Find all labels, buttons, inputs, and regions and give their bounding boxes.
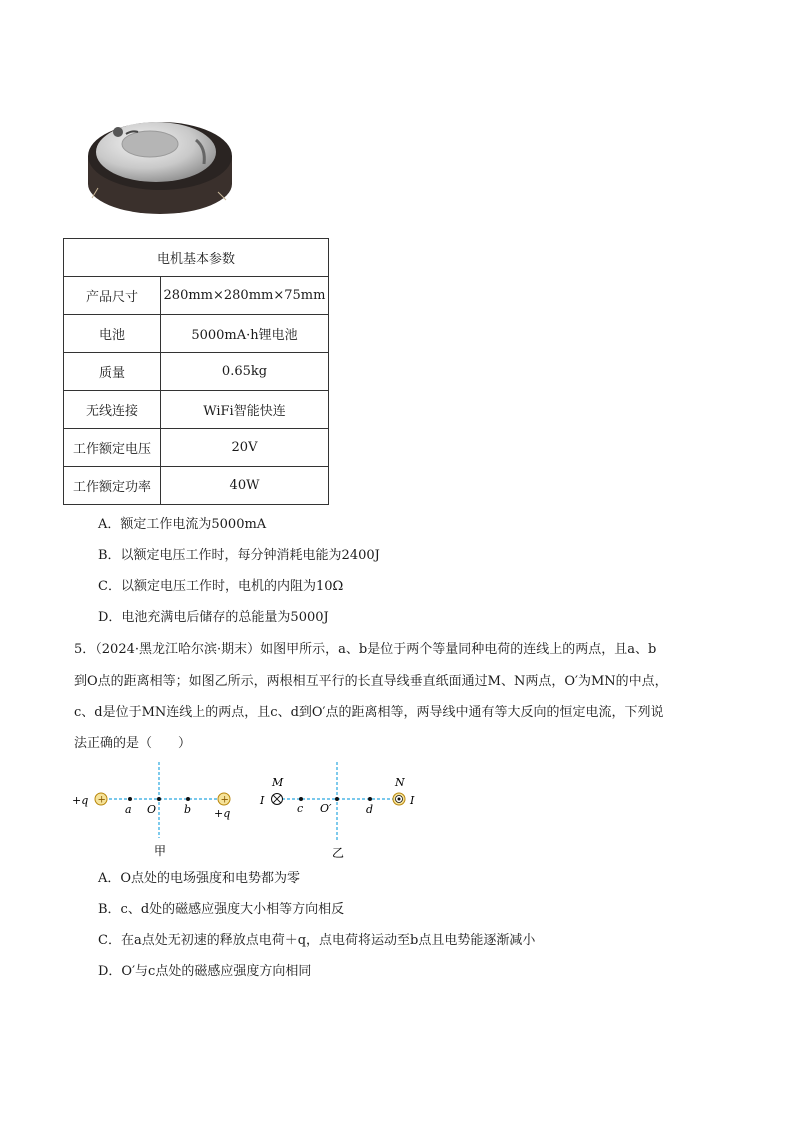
point-d-dot	[368, 797, 372, 801]
q5-stem-line-3: c、d是位于MN连线上的两点，且c、d到O′点的距离相等，两导线中通有等大反向的恒定电流，下列说	[74, 705, 664, 720]
point-a-dot	[128, 797, 132, 801]
figure-jia	[72, 762, 230, 858]
q4-option-b: B．以额定电压工作时，每分钟消耗电能为2400J	[98, 548, 380, 563]
table-row	[64, 429, 329, 467]
q4-option-c: C．以额定电压工作时，电机的内阻为10Ω	[98, 579, 344, 594]
q5-option-d: D．O′与c点处的磁感应强度方向相同	[98, 964, 312, 979]
table-cell-value: 5000mA·h锂电池	[161, 315, 329, 353]
table-row	[64, 353, 329, 391]
current-out-of-page-icon	[393, 793, 405, 805]
point-b-label: b	[184, 803, 192, 816]
figure-caption-jia: 甲	[154, 844, 167, 858]
q5-option-a: A．O点处的电场强度和电势都为零	[98, 871, 301, 886]
charge-left-label: +q	[72, 794, 89, 807]
table-cell-label: 工作额定电压	[64, 429, 161, 467]
q5-stem-line-4: 法正确的是（ ）	[74, 736, 192, 751]
table-cell-value: 40W	[161, 467, 329, 505]
current-into-page-icon	[272, 794, 283, 805]
table-row	[64, 277, 329, 315]
table-cell-value: 280mm×280mm×75mm	[161, 277, 329, 315]
point-b-dot	[186, 797, 190, 801]
point-c-dot	[299, 797, 303, 801]
q4-option-a: A．额定工作电流为5000mA	[98, 517, 267, 532]
table-cell-label: 工作额定功率	[64, 467, 161, 505]
table-title: 电机基本参数	[64, 239, 329, 277]
wire-n-label: N	[395, 776, 405, 789]
table-cell-value: 0.65kg	[161, 353, 329, 391]
q5-stem-line-1: 5．（2024·黑龙江哈尔滨·期末）如图甲所示，a、b是位于两个等量同种电荷的连线上的两点，且a、b	[74, 642, 657, 657]
table-cell-label: 电池	[64, 315, 161, 353]
q5-option-b: B．c、d处的磁感应强度大小相等方向相反	[98, 902, 345, 917]
point-a-label: a	[125, 803, 132, 816]
point-c-label: c	[297, 802, 304, 815]
figure-yi	[259, 762, 415, 860]
current-right-label: I	[410, 794, 415, 807]
table-cell-label: 质量	[64, 353, 161, 391]
point-o-prime-label: O′	[320, 802, 332, 815]
robot-vacuum-image	[78, 100, 238, 222]
point-o-prime-dot	[335, 797, 339, 801]
table-cell-value: WiFi智能快连	[161, 391, 329, 429]
point-d-label: d	[366, 803, 374, 816]
motor-parameter-table	[63, 238, 329, 505]
wire-m-label: M	[272, 776, 284, 789]
table-cell-label: 无线连接	[64, 391, 161, 429]
svg-text:+: +	[97, 794, 106, 806]
table-cell-label: 产品尺寸	[64, 277, 161, 315]
table-row	[64, 467, 329, 505]
current-left-label: I	[260, 794, 265, 807]
table-row	[64, 315, 329, 353]
table-row	[64, 391, 329, 429]
charges-and-wires-figure	[70, 760, 430, 860]
figure-caption-yi: 乙	[332, 846, 345, 860]
point-o-label: O	[147, 803, 157, 816]
table-cell-value: 20V	[161, 429, 329, 467]
q5-stem-line-2: 到O点的距离相等；如图乙所示，两根相互平行的长直导线垂直纸面通过M、N两点，O′为MN的中点，	[74, 674, 668, 689]
charge-right-label: +q	[214, 807, 231, 820]
svg-text:+: +	[220, 794, 229, 806]
q4-option-d: D．电池充满电后储存的总能量为5000J	[98, 610, 329, 625]
point-o-dot	[157, 797, 161, 801]
q5-option-c: C．在a点处无初速的释放点电荷＋q，点电荷将运动至b点且电势能逐渐减小	[98, 933, 536, 948]
